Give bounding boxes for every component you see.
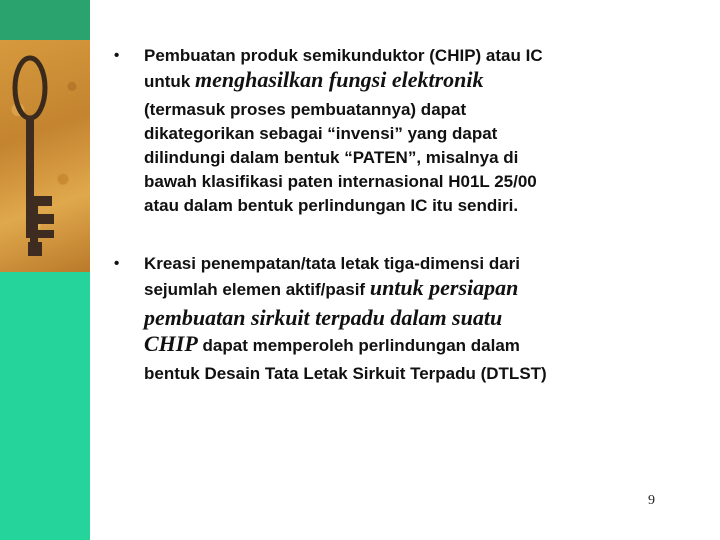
bullet-1-line-3: (termasuk proses pembuatannya) dapat [144, 100, 467, 119]
bullet-2-line-4-plain: dapat memperoleh perlindungan dalam [202, 336, 520, 355]
bullet-2-line-4 [144, 332, 702, 358]
bullet-item-1 [112, 44, 702, 218]
bullet-1-line-6: bawah klasifikasi paten internasional H01L 25/00 [144, 172, 537, 191]
page-number: 9 [648, 493, 655, 508]
bullet-1-line-2-plain: untuk [144, 72, 191, 91]
bullet-2-line-2 [144, 276, 702, 302]
bullet-1-line-7: atau dalam bentuk perlindungan IC itu sendiri. [144, 196, 519, 215]
slide-content [112, 40, 702, 386]
side-band-top-strip [0, 0, 90, 40]
bullet-2-line-2-italic: untuk persiapan [369, 275, 519, 300]
bullet-1-line-4: dikategorikan sebagai “invensi” yang dapat [144, 124, 498, 143]
bullet-1-line-2-italic: menghasilkan fungsi elektronik [195, 67, 484, 92]
bullet-2-line-5: bentuk Desain Tata Letak Sirkuit Terpadu (DTLST) [144, 364, 547, 383]
side-band [0, 0, 90, 540]
bullet-1-line-2 [144, 68, 702, 94]
bullet-marker: • [114, 255, 120, 272]
bullet-1-line-1: Pembuatan produk semikunduktor (CHIP) atau IC [144, 46, 543, 65]
bullet-2-line-3: pembuatan sirkuit terpadu dalam suatu [144, 305, 503, 330]
bullet-item-2 [112, 252, 702, 386]
bullet-2-line-4-italic: CHIP [144, 331, 198, 356]
old-key-icon [6, 46, 76, 268]
bullet-1-line-5: dilindungi dalam bentuk “PATEN”, misalnya di [144, 148, 519, 167]
bullet-marker: • [114, 47, 120, 64]
bullet-2-line-2-plain: sejumlah elemen aktif/pasif [144, 280, 366, 299]
bullet-2-line-1: Kreasi penempatan/tata letak tiga-dimensi dari [144, 254, 521, 273]
side-band-lower [0, 272, 90, 540]
